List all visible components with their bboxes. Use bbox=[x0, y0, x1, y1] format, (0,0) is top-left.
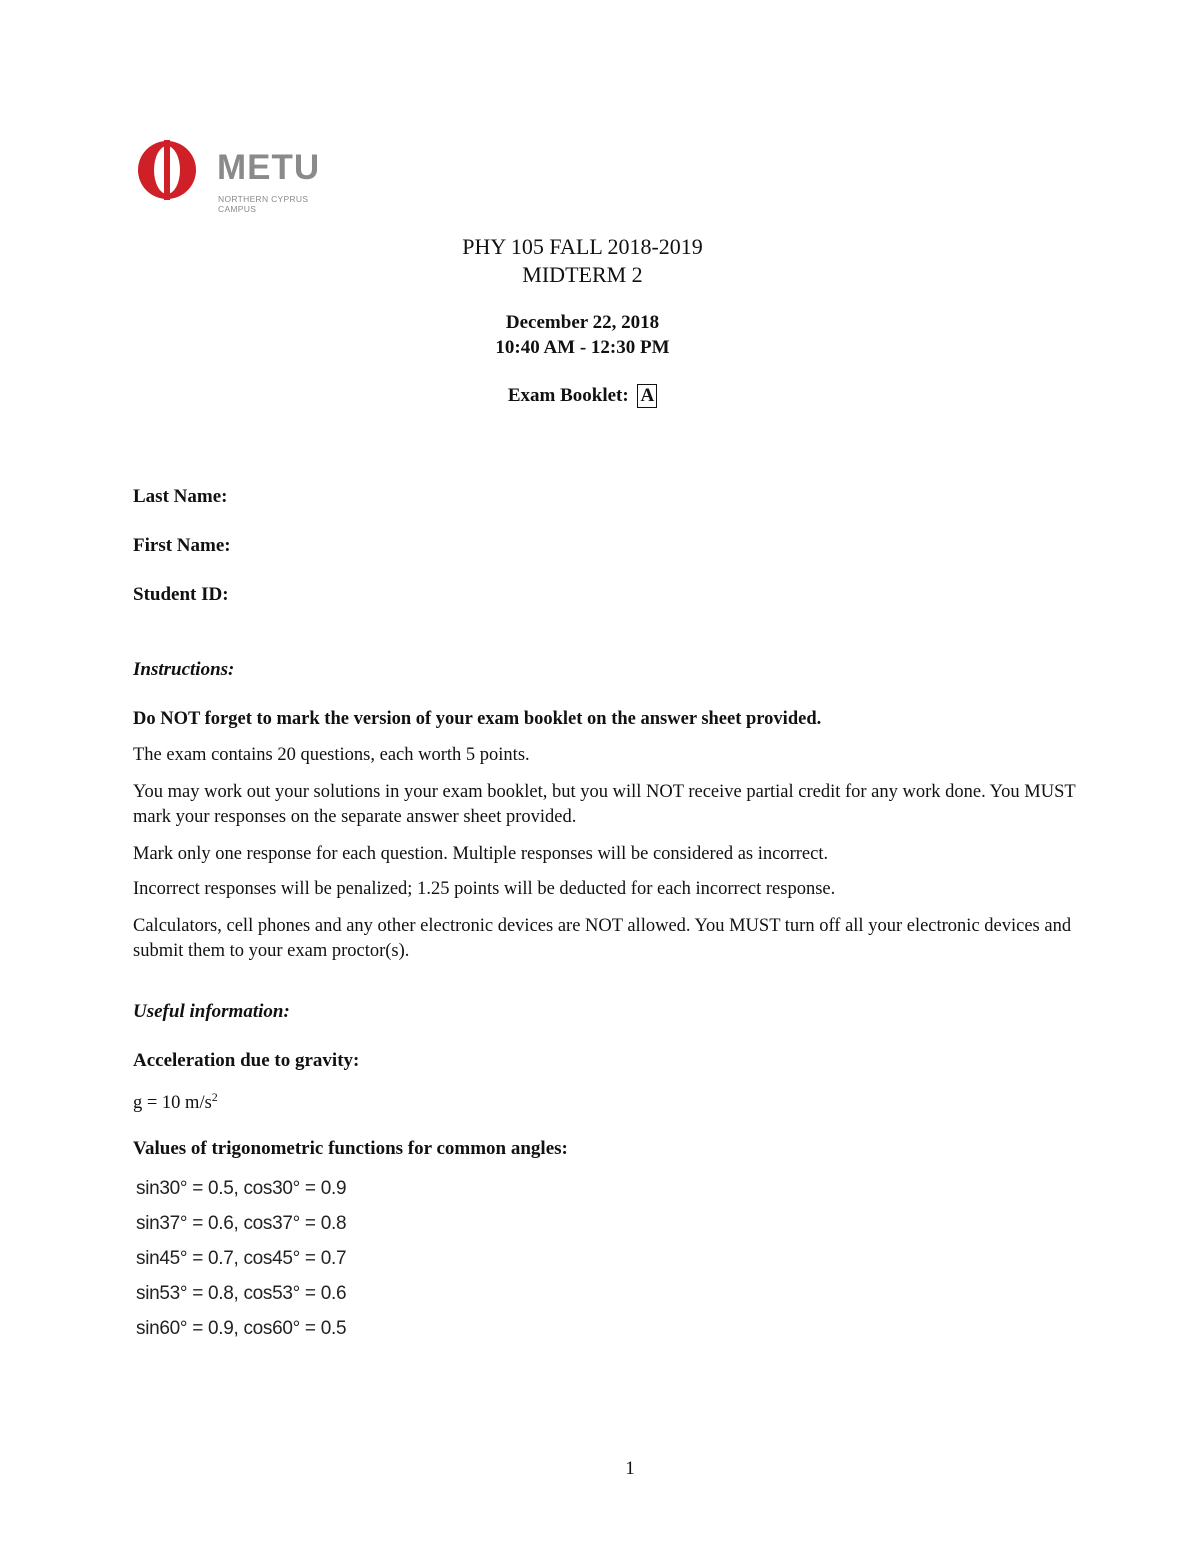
trig-row: sin37° = 0.6, cos37° = 0.8 bbox=[136, 1213, 347, 1234]
instruction-item: Incorrect responses will be penalized; 1.25 points will be deducted for each incorrect response. bbox=[133, 879, 836, 899]
useful-info-heading: Useful information: bbox=[133, 1001, 290, 1022]
instruction-item: The exam contains 20 questions, each worth 5 points. bbox=[133, 745, 530, 765]
trig-row: sin53° = 0.8, cos53° = 0.6 bbox=[136, 1283, 347, 1304]
instructions-heading: Instructions: bbox=[133, 659, 235, 680]
first-name-label: First Name: bbox=[133, 535, 231, 556]
booklet-label: Exam Booklet: bbox=[507, 385, 629, 406]
exam-date: December 22, 2018 bbox=[505, 312, 660, 333]
exam-title: MIDTERM 2 bbox=[522, 262, 643, 287]
gravity-value bbox=[133, 1085, 1093, 1116]
instruction-item: You may work out your solutions in your exam booklet, but you will NOT receive partial credit for any work done. You MUST mark your responses on the separate answer sheet provided. bbox=[133, 782, 1076, 827]
metu-emblem-icon bbox=[131, 140, 203, 200]
gravity-heading: Acceleration due to gravity: bbox=[133, 1050, 360, 1071]
logo-subtitle-line2: CAMPUS bbox=[218, 204, 257, 214]
gravity-exponent: 2 bbox=[211, 1090, 218, 1104]
metu-logo bbox=[131, 140, 331, 216]
logo-subtitle-line1: NORTHERN CYPRUS bbox=[218, 194, 309, 204]
trig-row: sin45° = 0.7, cos45° = 0.7 bbox=[136, 1248, 347, 1269]
instructions-bold-note: Do NOT forget to mark the version of your exam booklet on the answer sheet provided. bbox=[133, 709, 822, 729]
logo-wordmark: METU bbox=[217, 148, 321, 187]
exam-booklet bbox=[0, 384, 1165, 408]
trig-row: sin60° = 0.9, cos60° = 0.5 bbox=[136, 1318, 347, 1339]
logo-subtitle bbox=[218, 194, 328, 214]
instruction-item: Mark only one response for each question. Multiple responses will be considered as incorrect. bbox=[133, 844, 829, 864]
course-title: PHY 105 FALL 2018-2019 bbox=[462, 234, 703, 259]
trig-heading: Values of trigonometric functions for common angles: bbox=[133, 1138, 568, 1159]
booklet-version-box: A bbox=[637, 384, 657, 408]
gravity-value-text: g = 10 m/s bbox=[133, 1093, 212, 1114]
page-number: 1 bbox=[625, 1458, 635, 1479]
exam-time: 10:40 AM - 12:30 PM bbox=[495, 337, 670, 358]
last-name-label: Last Name: bbox=[133, 486, 228, 507]
trig-row: sin30° = 0.5, cos30° = 0.9 bbox=[136, 1178, 347, 1199]
instruction-item: Calculators, cell phones and any other electronic devices are NOT allowed. You MUST turn off all your electronic devices and submit them to your exam proctor(s). bbox=[133, 916, 1072, 961]
student-id-label: Student ID: bbox=[133, 584, 229, 605]
